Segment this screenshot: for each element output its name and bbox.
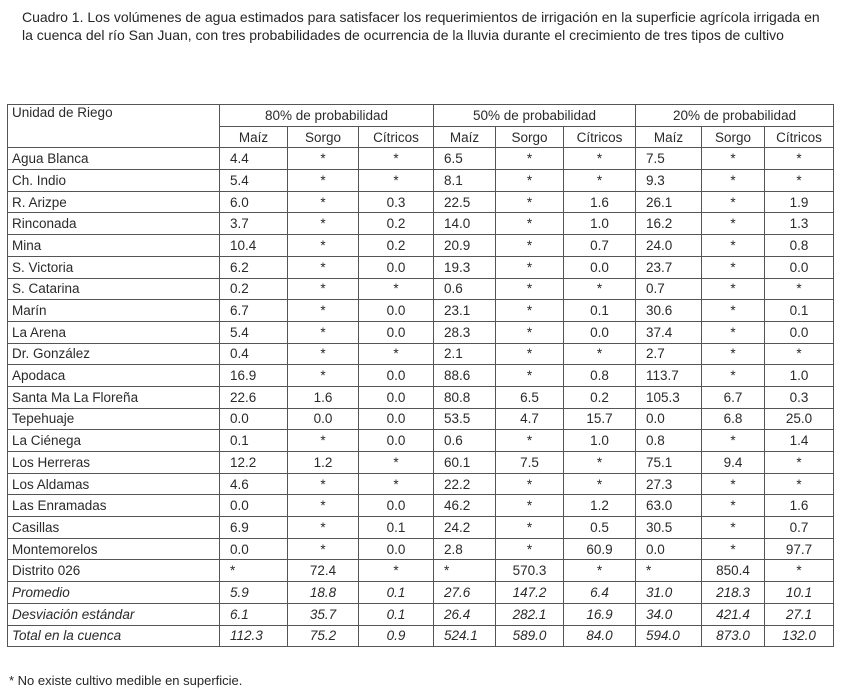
value-cell: 88.6 xyxy=(434,365,496,387)
value-cell: 0.0 xyxy=(220,495,288,517)
table-row xyxy=(8,560,834,582)
value-cell: * xyxy=(288,278,359,300)
value-cell: 26.4 xyxy=(434,603,496,625)
value-cell: * xyxy=(765,452,834,474)
value-cell: * xyxy=(288,517,359,539)
value-cell: 19.3 xyxy=(434,256,496,278)
value-cell: * xyxy=(496,148,564,170)
value-cell: 0.3 xyxy=(765,386,834,408)
value-cell: * xyxy=(359,343,434,365)
value-cell: * xyxy=(496,256,564,278)
value-cell: * xyxy=(564,452,636,474)
value-cell: 1.2 xyxy=(288,452,359,474)
value-cell: 594.0 xyxy=(636,625,702,647)
value-cell: 1.4 xyxy=(765,430,834,452)
value-cell: 9.3 xyxy=(636,170,702,192)
table-row xyxy=(8,495,834,517)
value-cell: 34.0 xyxy=(636,603,702,625)
value-cell: * xyxy=(288,300,359,322)
unit-name-cell: Los Aldamas xyxy=(8,473,220,495)
value-cell: * xyxy=(702,365,765,387)
value-cell: * xyxy=(702,235,765,257)
value-cell: * xyxy=(288,213,359,235)
value-cell: 25.0 xyxy=(765,408,834,430)
summary-row xyxy=(8,625,834,647)
value-cell: 0.0 xyxy=(564,256,636,278)
header-group-80: 80% de probabilidad xyxy=(220,105,434,127)
value-cell: * xyxy=(496,473,564,495)
value-cell: * xyxy=(359,278,434,300)
value-cell: * xyxy=(288,256,359,278)
value-cell: 0.0 xyxy=(359,408,434,430)
value-cell: 850.4 xyxy=(702,560,765,582)
value-cell: 6.0 xyxy=(220,191,288,213)
value-cell: 80.8 xyxy=(434,386,496,408)
value-cell: 0.2 xyxy=(359,235,434,257)
value-cell: 27.1 xyxy=(765,603,834,625)
value-cell: * xyxy=(702,213,765,235)
value-cell: * xyxy=(496,191,564,213)
value-cell: 570.3 xyxy=(496,560,564,582)
value-cell: 27.3 xyxy=(636,473,702,495)
value-cell: * xyxy=(564,148,636,170)
value-cell: 147.2 xyxy=(496,582,564,604)
value-cell: * xyxy=(288,538,359,560)
value-cell: * xyxy=(765,278,834,300)
value-cell: 7.5 xyxy=(496,452,564,474)
value-cell: 0.1 xyxy=(359,582,434,604)
value-cell: 5.4 xyxy=(220,321,288,343)
value-cell: 1.3 xyxy=(765,213,834,235)
value-cell: 0.6 xyxy=(434,430,496,452)
value-cell: * xyxy=(765,170,834,192)
value-cell: 84.0 xyxy=(564,625,636,647)
value-cell: 0.3 xyxy=(359,191,434,213)
value-cell: 30.5 xyxy=(636,517,702,539)
value-cell: * xyxy=(765,473,834,495)
value-cell: 6.5 xyxy=(434,148,496,170)
table-row xyxy=(8,517,834,539)
value-cell: 53.5 xyxy=(434,408,496,430)
unit-name-cell: Agua Blanca xyxy=(8,148,220,170)
value-cell: 0.0 xyxy=(288,408,359,430)
value-cell: 14.0 xyxy=(434,213,496,235)
value-cell: 60.9 xyxy=(564,538,636,560)
value-cell: 2.1 xyxy=(434,343,496,365)
value-cell: 0.0 xyxy=(636,408,702,430)
value-cell: 16.9 xyxy=(564,603,636,625)
value-cell: 24.2 xyxy=(434,517,496,539)
value-cell: * xyxy=(564,170,636,192)
value-cell: 524.1 xyxy=(434,625,496,647)
value-cell: * xyxy=(288,473,359,495)
irrigation-volume-table xyxy=(7,104,834,647)
value-cell: * xyxy=(496,170,564,192)
value-cell: 421.4 xyxy=(702,603,765,625)
value-cell: 72.4 xyxy=(288,560,359,582)
value-cell: 26.1 xyxy=(636,191,702,213)
value-cell: * xyxy=(288,148,359,170)
table-row xyxy=(8,235,834,257)
table-row xyxy=(8,321,834,343)
value-cell: 4.4 xyxy=(220,148,288,170)
value-cell: 1.9 xyxy=(765,191,834,213)
value-cell: 1.0 xyxy=(564,213,636,235)
value-cell: 112.3 xyxy=(220,625,288,647)
header-maiz: Maíz xyxy=(434,126,496,148)
value-cell: * xyxy=(359,452,434,474)
value-cell: 1.6 xyxy=(288,386,359,408)
value-cell: * xyxy=(496,430,564,452)
value-cell: * xyxy=(288,321,359,343)
unit-name-cell: Apodaca xyxy=(8,365,220,387)
table-row xyxy=(8,170,834,192)
value-cell: 6.8 xyxy=(702,408,765,430)
value-cell: * xyxy=(702,517,765,539)
unit-name-cell: Santa Ma La Floreña xyxy=(8,386,220,408)
value-cell: 27.6 xyxy=(434,582,496,604)
value-cell: 0.0 xyxy=(220,408,288,430)
table-row xyxy=(8,213,834,235)
value-cell: 0.2 xyxy=(359,213,434,235)
header-group-50: 50% de probabilidad xyxy=(434,105,636,127)
value-cell: * xyxy=(765,343,834,365)
table-row xyxy=(8,300,834,322)
value-cell: 0.0 xyxy=(359,386,434,408)
header-unidad-de-riego: Unidad de Riego xyxy=(8,105,220,148)
value-cell: 0.8 xyxy=(765,235,834,257)
value-cell: * xyxy=(496,517,564,539)
value-cell: 5.4 xyxy=(220,170,288,192)
value-cell: 0.0 xyxy=(359,538,434,560)
value-cell: 0.1 xyxy=(564,300,636,322)
header-maiz: Maíz xyxy=(220,126,288,148)
value-cell: 6.1 xyxy=(220,603,288,625)
value-cell: 31.0 xyxy=(636,582,702,604)
value-cell: 0.7 xyxy=(564,235,636,257)
table-row xyxy=(8,191,834,213)
value-cell: * xyxy=(564,343,636,365)
value-cell: 8.1 xyxy=(434,170,496,192)
value-cell: * xyxy=(220,560,288,582)
value-cell: * xyxy=(288,191,359,213)
value-cell: * xyxy=(359,148,434,170)
value-cell: 0.0 xyxy=(765,321,834,343)
value-cell: 0.5 xyxy=(564,517,636,539)
value-cell: 6.7 xyxy=(220,300,288,322)
footnote: * No existe cultivo medible en superficie. xyxy=(9,673,243,688)
value-cell: 22.5 xyxy=(434,191,496,213)
value-cell: * xyxy=(564,560,636,582)
value-cell: 37.4 xyxy=(636,321,702,343)
unit-name-cell: Marín xyxy=(8,300,220,322)
value-cell: * xyxy=(636,560,702,582)
value-cell: * xyxy=(496,538,564,560)
value-cell: * xyxy=(288,170,359,192)
value-cell: 2.7 xyxy=(636,343,702,365)
value-cell: 0.1 xyxy=(359,603,434,625)
unit-name-cell: Promedio xyxy=(8,582,220,604)
table-row xyxy=(8,473,834,495)
value-cell: 24.0 xyxy=(636,235,702,257)
value-cell: 10.4 xyxy=(220,235,288,257)
value-cell: 0.0 xyxy=(636,538,702,560)
unit-name-cell: Tepehuaje xyxy=(8,408,220,430)
value-cell: 46.2 xyxy=(434,495,496,517)
table-row xyxy=(8,148,834,170)
value-cell: 18.8 xyxy=(288,582,359,604)
value-cell: 1.0 xyxy=(765,365,834,387)
value-cell: 75.2 xyxy=(288,625,359,647)
value-cell: * xyxy=(702,430,765,452)
value-cell: 97.7 xyxy=(765,538,834,560)
value-cell: 0.0 xyxy=(359,300,434,322)
value-cell: 6.4 xyxy=(564,582,636,604)
value-cell: * xyxy=(702,495,765,517)
value-cell: * xyxy=(496,495,564,517)
value-cell: 6.5 xyxy=(496,386,564,408)
value-cell: 0.0 xyxy=(765,256,834,278)
value-cell: 60.1 xyxy=(434,452,496,474)
unit-name-cell: Las Enramadas xyxy=(8,495,220,517)
value-cell: 1.0 xyxy=(564,430,636,452)
value-cell: * xyxy=(496,278,564,300)
value-cell: 23.7 xyxy=(636,256,702,278)
value-cell: * xyxy=(702,343,765,365)
value-cell: 4.6 xyxy=(220,473,288,495)
value-cell: 0.0 xyxy=(359,256,434,278)
value-cell: * xyxy=(564,278,636,300)
value-cell: * xyxy=(765,560,834,582)
value-cell: 1.6 xyxy=(765,495,834,517)
unit-name-cell: Desviación estándar xyxy=(8,603,220,625)
table-caption: Cuadro 1. Los volúmenes de agua estimados para satisfacer los requerimientos de irrigación en la superficie agrícola irrigada en la cuenca del río San Juan, con tres probabilidades de ocurrencia de la lluvia durante el crecimiento de tres tipos de cultivo xyxy=(22,9,820,43)
value-cell: * xyxy=(702,191,765,213)
value-cell: * xyxy=(434,560,496,582)
unit-name-cell: Distrito 026 xyxy=(8,560,220,582)
unit-name-cell: Mina xyxy=(8,235,220,257)
table-row xyxy=(8,256,834,278)
value-cell: 132.0 xyxy=(765,625,834,647)
summary-row xyxy=(8,603,834,625)
table-row xyxy=(8,430,834,452)
value-cell: * xyxy=(288,365,359,387)
value-cell: 12.2 xyxy=(220,452,288,474)
value-cell: 0.0 xyxy=(359,495,434,517)
header-citricos: Cítricos xyxy=(359,126,434,148)
header-sorgo: Sorgo xyxy=(288,126,359,148)
value-cell: * xyxy=(765,148,834,170)
header-row-groups xyxy=(8,105,834,127)
value-cell: 0.8 xyxy=(564,365,636,387)
value-cell: 30.6 xyxy=(636,300,702,322)
value-cell: 0.8 xyxy=(636,430,702,452)
value-cell: 282.1 xyxy=(496,603,564,625)
unit-name-cell: Ch. Indio xyxy=(8,170,220,192)
unit-name-cell: Los Herreras xyxy=(8,452,220,474)
value-cell: 0.0 xyxy=(220,538,288,560)
header-citricos: Cítricos xyxy=(564,126,636,148)
value-cell: * xyxy=(496,235,564,257)
value-cell: 6.9 xyxy=(220,517,288,539)
value-cell: * xyxy=(288,235,359,257)
value-cell: * xyxy=(702,473,765,495)
value-cell: * xyxy=(702,278,765,300)
value-cell: 6.2 xyxy=(220,256,288,278)
value-cell: * xyxy=(702,538,765,560)
unit-name-cell: La Arena xyxy=(8,321,220,343)
value-cell: 113.7 xyxy=(636,365,702,387)
value-cell: * xyxy=(702,321,765,343)
unit-name-cell: Casillas xyxy=(8,517,220,539)
header-group-20: 20% de probabilidad xyxy=(636,105,834,127)
value-cell: * xyxy=(496,365,564,387)
value-cell: * xyxy=(702,148,765,170)
value-cell: 15.7 xyxy=(564,408,636,430)
table-row xyxy=(8,365,834,387)
value-cell: 0.7 xyxy=(765,517,834,539)
value-cell: * xyxy=(496,321,564,343)
value-cell: 16.2 xyxy=(636,213,702,235)
value-cell: 6.7 xyxy=(702,386,765,408)
value-cell: 23.1 xyxy=(434,300,496,322)
value-cell: 0.2 xyxy=(564,386,636,408)
value-cell: 105.3 xyxy=(636,386,702,408)
value-cell: 22.6 xyxy=(220,386,288,408)
value-cell: 16.9 xyxy=(220,365,288,387)
header-citricos: Cítricos xyxy=(765,126,834,148)
value-cell: 75.1 xyxy=(636,452,702,474)
value-cell: 0.0 xyxy=(359,321,434,343)
value-cell: 589.0 xyxy=(496,625,564,647)
table-row xyxy=(8,538,834,560)
table-row xyxy=(8,452,834,474)
unit-name-cell: Total en la cuenca xyxy=(8,625,220,647)
value-cell: 0.6 xyxy=(434,278,496,300)
table-row xyxy=(8,343,834,365)
value-cell: 1.2 xyxy=(564,495,636,517)
unit-name-cell: S. Victoria xyxy=(8,256,220,278)
value-cell: * xyxy=(359,473,434,495)
value-cell: 3.7 xyxy=(220,213,288,235)
value-cell: * xyxy=(702,300,765,322)
value-cell: 5.9 xyxy=(220,582,288,604)
value-cell: 10.1 xyxy=(765,582,834,604)
unit-name-cell: R. Arizpe xyxy=(8,191,220,213)
unit-name-cell: Dr. González xyxy=(8,343,220,365)
value-cell: 0.1 xyxy=(359,517,434,539)
value-cell: 0.0 xyxy=(359,430,434,452)
value-cell: 0.1 xyxy=(220,430,288,452)
value-cell: * xyxy=(564,473,636,495)
value-cell: 0.0 xyxy=(359,365,434,387)
value-cell: * xyxy=(496,213,564,235)
value-cell: * xyxy=(359,170,434,192)
value-cell: 28.3 xyxy=(434,321,496,343)
value-cell: 0.0 xyxy=(564,321,636,343)
value-cell: 35.7 xyxy=(288,603,359,625)
value-cell: 9.4 xyxy=(702,452,765,474)
unit-name-cell: La Ciénega xyxy=(8,430,220,452)
value-cell: * xyxy=(288,495,359,517)
value-cell: 2.8 xyxy=(434,538,496,560)
value-cell: 0.1 xyxy=(765,300,834,322)
value-cell: 20.9 xyxy=(434,235,496,257)
value-cell: 218.3 xyxy=(702,582,765,604)
value-cell: 873.0 xyxy=(702,625,765,647)
value-cell: 0.4 xyxy=(220,343,288,365)
value-cell: 22.2 xyxy=(434,473,496,495)
value-cell: 63.0 xyxy=(636,495,702,517)
value-cell: 0.9 xyxy=(359,625,434,647)
table-row xyxy=(8,386,834,408)
value-cell: 1.6 xyxy=(564,191,636,213)
value-cell: * xyxy=(496,343,564,365)
unit-name-cell: Rinconada xyxy=(8,213,220,235)
value-cell: * xyxy=(496,300,564,322)
unit-name-cell: S. Catarina xyxy=(8,278,220,300)
value-cell: 0.2 xyxy=(220,278,288,300)
value-cell: * xyxy=(359,560,434,582)
value-cell: * xyxy=(702,256,765,278)
table-body xyxy=(8,148,834,647)
value-cell: * xyxy=(288,343,359,365)
value-cell: 4.7 xyxy=(496,408,564,430)
value-cell: 0.7 xyxy=(636,278,702,300)
value-cell: * xyxy=(702,170,765,192)
header-maiz: Maíz xyxy=(636,126,702,148)
table-row xyxy=(8,278,834,300)
value-cell: * xyxy=(288,430,359,452)
unit-name-cell: Montemorelos xyxy=(8,538,220,560)
value-cell: 7.5 xyxy=(636,148,702,170)
header-sorgo: Sorgo xyxy=(496,126,564,148)
table-row xyxy=(8,408,834,430)
header-sorgo: Sorgo xyxy=(702,126,765,148)
summary-row xyxy=(8,582,834,604)
